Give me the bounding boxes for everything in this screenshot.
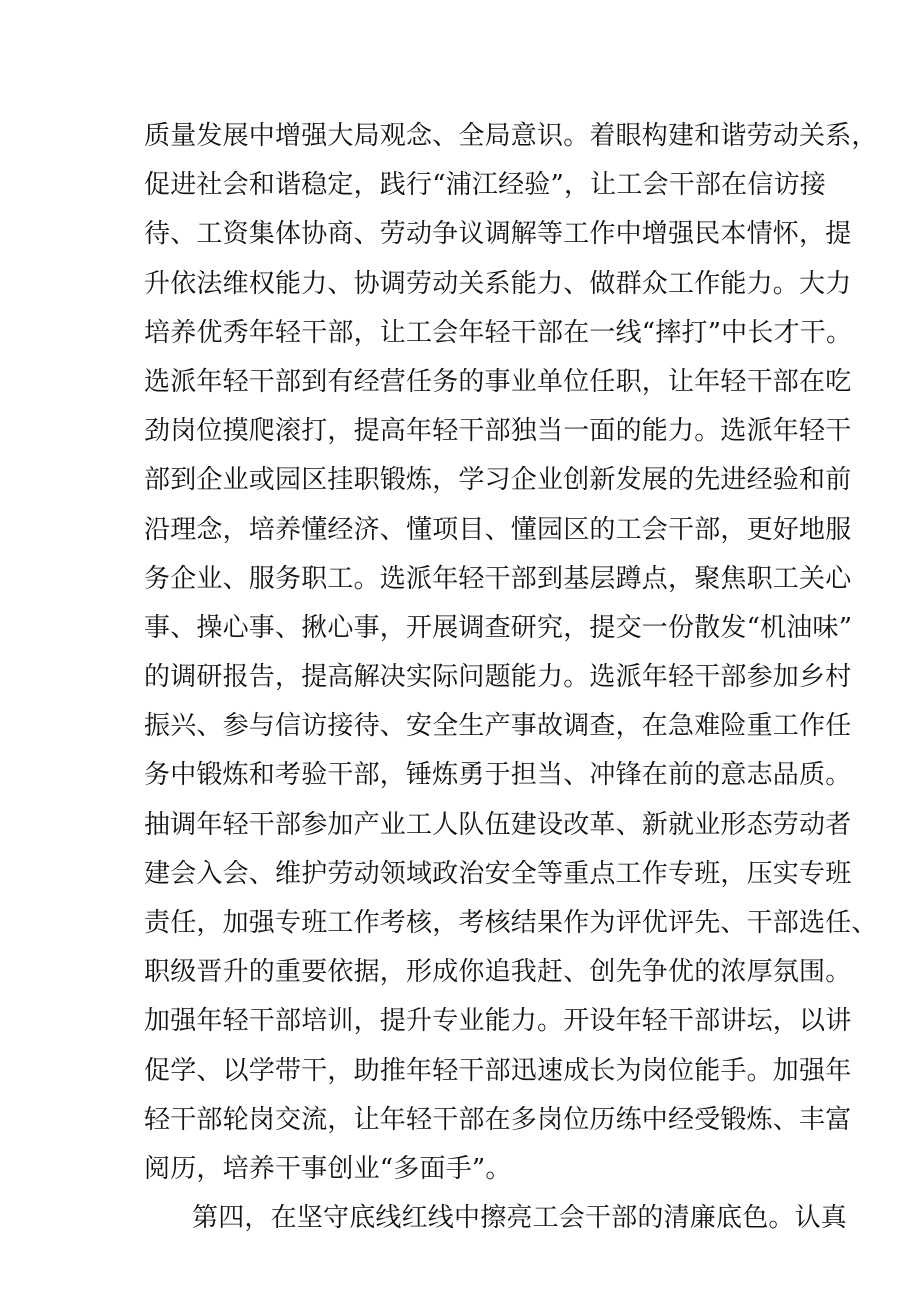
paragraph-start-line: 第四，在坚守底线红线中擦亮工会干部的清廉底色。认真 bbox=[192, 1203, 848, 1234]
body-text bbox=[144, 112, 878, 1243]
text-line: 事、操心事、揪心事，开展调查研究，提交一份散发“机油味” bbox=[144, 612, 853, 643]
text-line: 振兴、参与信访接待、安全生产事故调查，在急难险重工作任 bbox=[144, 711, 852, 742]
text-line: 选派年轻干部到有经营任务的事业单位任职，让年轻干部在吃 bbox=[144, 366, 852, 397]
text-line: 沿理念，培养懂经济、懂项目、懂园区的工会干部，更好地服 bbox=[144, 514, 852, 545]
text-line: 待、工资集体协商、劳动争议调解等工作中增强民本情怀，提 bbox=[144, 219, 852, 250]
text-line: 劲岗位摸爬滚打，提高年轻干部独当一面的能力。选派年轻干 bbox=[144, 416, 852, 447]
text-line: 加强年轻干部培训，提升专业能力。开设年轻干部讲坛，以讲 bbox=[144, 1006, 852, 1037]
text-line: 质量发展中增强大局观念、全局意识。着眼构建和谐劳动关系， bbox=[144, 121, 878, 151]
text-line: 务企业、服务职工。选派年轻干部到基层蹲点，聚焦职工关心 bbox=[144, 563, 852, 594]
text-line: 的调研报告，提高解决实际问题能力。选派年轻干部参加乡村 bbox=[144, 662, 852, 693]
text-line: 阅历，培养干事创业“多面手”。 bbox=[144, 1153, 512, 1184]
text-line: 建会入会、维护劳动领域政治安全等重点工作专班，压实专班 bbox=[144, 858, 852, 889]
text-line: 升依法维权能力、协调劳动关系能力、做群众工作能力。大力 bbox=[144, 268, 852, 299]
text-line: 职级晋升的重要依据，形成你追我赶、创先争优的浓厚氛围。 bbox=[144, 957, 852, 988]
text-line: 务中锻炼和考验干部，锤炼勇于担当、冲锋在前的意志品质。 bbox=[144, 760, 852, 791]
text-line: 轻干部轮岗交流，让年轻干部在多岗位历练中经受锻炼、丰富 bbox=[144, 1104, 852, 1135]
text-line: 部到企业或园区挂职锻炼，学习企业创新发展的先进经验和前 bbox=[144, 465, 852, 496]
text-line: 促学、以学带干，助推年轻干部迅速成长为岗位能手。加强年 bbox=[144, 1055, 852, 1086]
text-line: 抽调年轻干部参加产业工人队伍建设改革、新就业形态劳动者 bbox=[144, 809, 852, 840]
text-line: 培养优秀年轻干部，让工会年轻干部在一线“摔打”中长才干。 bbox=[144, 317, 853, 348]
text-line: 促进社会和谐稳定，践行“浦江经验”，让工会干部在信访接 bbox=[144, 170, 826, 201]
text-line: 责任，加强专班工作考核，考核结果作为评优评先、干部选任、 bbox=[144, 908, 878, 938]
